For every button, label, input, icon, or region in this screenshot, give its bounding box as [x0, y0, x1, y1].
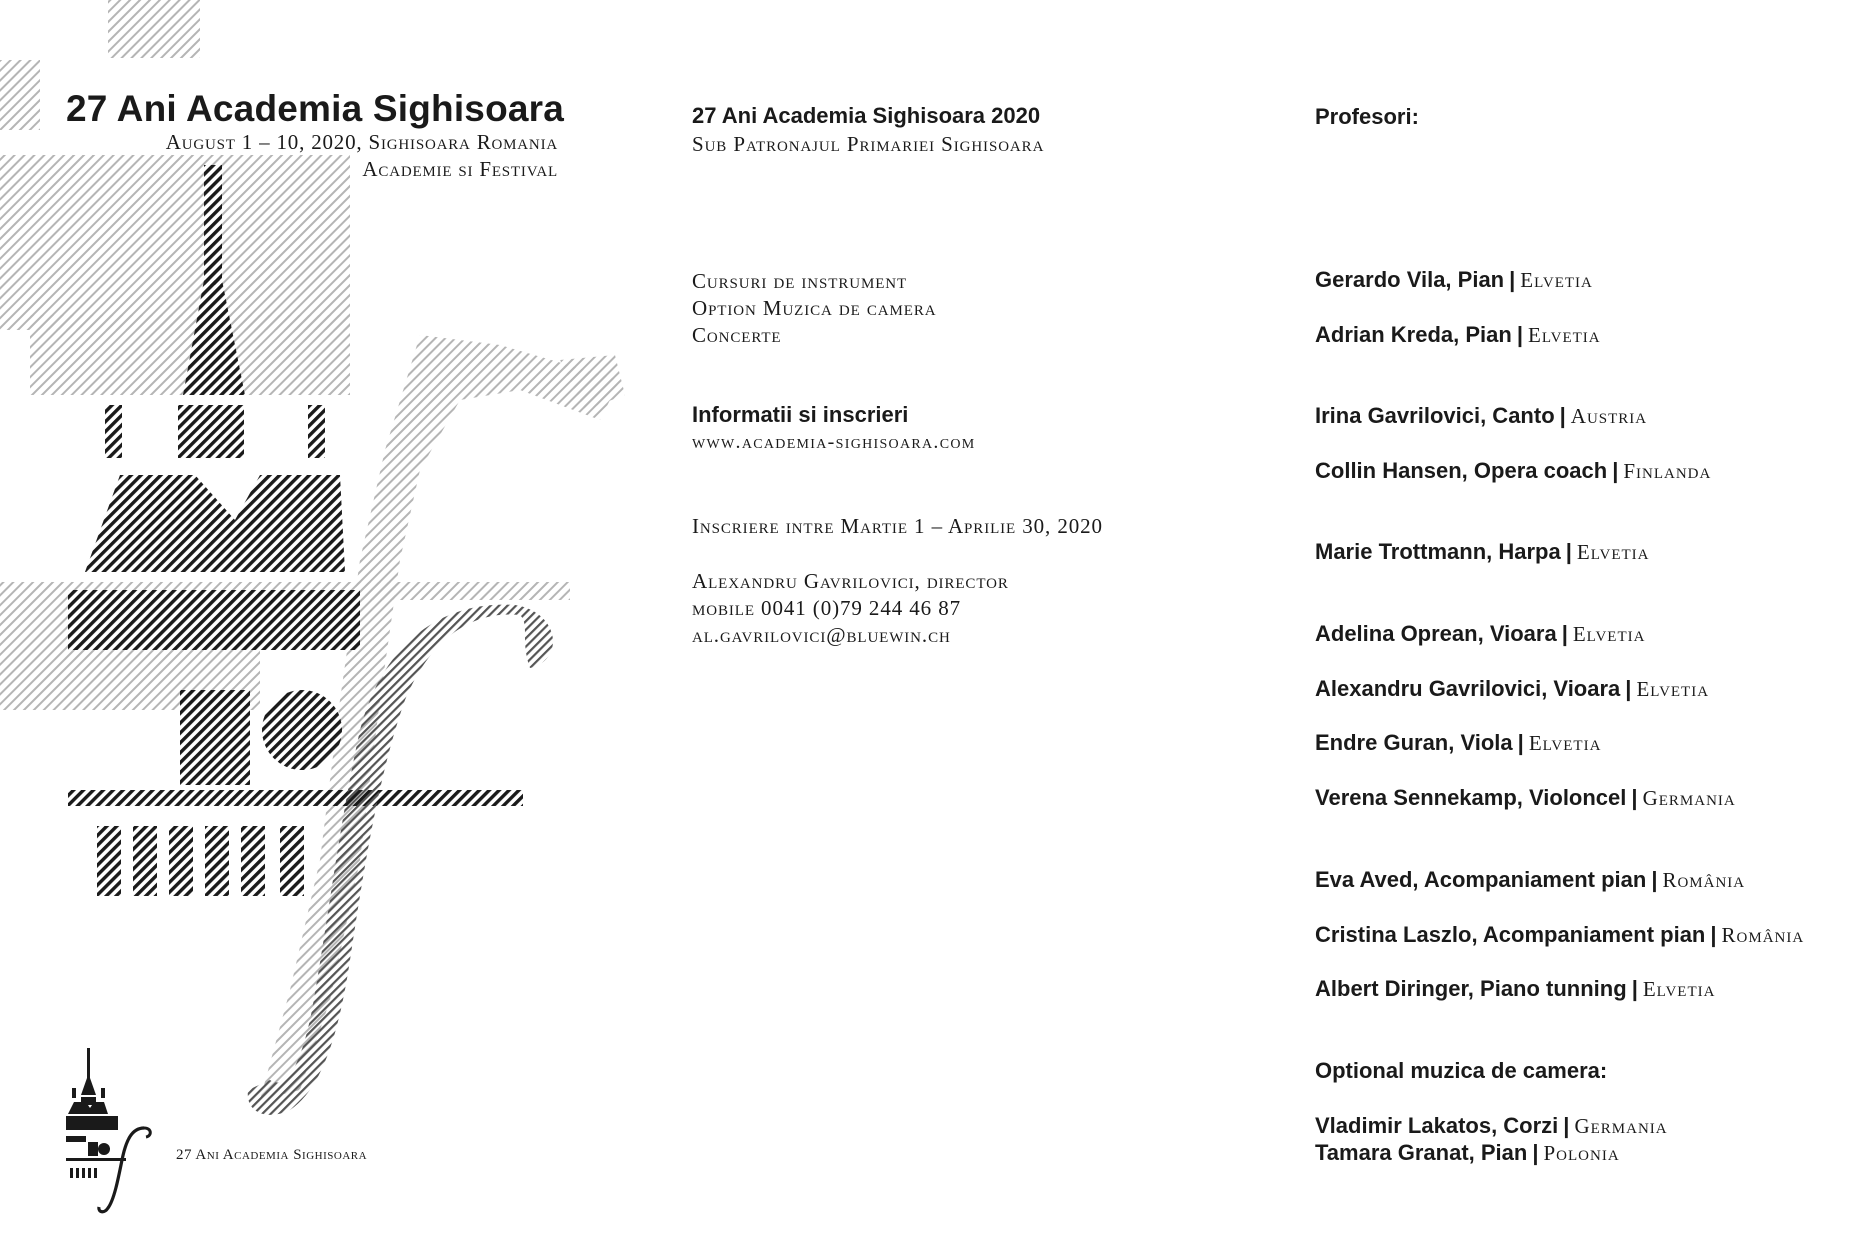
- separator: |: [1565, 539, 1572, 564]
- poster-dates-location: August 1 – 10, 2020, Sighisoara Romania: [165, 130, 558, 154]
- teacher-row: [1315, 403, 1647, 429]
- info-heading: Informatii si inscrieri: [692, 402, 909, 427]
- teacher-name: Albert Diringer, Piano tunning: [1315, 976, 1627, 1001]
- separator: |: [1561, 621, 1568, 646]
- teacher-row: [1315, 539, 1649, 565]
- teacher-country: Germania: [1574, 1114, 1668, 1138]
- teacher-country: România: [1721, 923, 1805, 947]
- teacher-name: Vladimir Lakatos, Corzi: [1315, 1113, 1559, 1138]
- director-name: Alexandru Gavrilovici, director: [692, 569, 1009, 593]
- optional-teacher-row: [1315, 1113, 1668, 1139]
- course-item: Cursuri de instrument: [692, 269, 908, 293]
- teacher-country: Elvetia: [1520, 268, 1593, 292]
- teacher-name: Gerardo Vila, Pian: [1315, 267, 1505, 292]
- separator: |: [1559, 403, 1566, 428]
- separator: |: [1651, 867, 1658, 892]
- separator: |: [1631, 976, 1638, 1001]
- teacher-row: [1315, 922, 1804, 948]
- teacher-country: Polonia: [1543, 1141, 1620, 1165]
- teacher-row: [1315, 785, 1736, 811]
- separator: |: [1631, 785, 1638, 810]
- teacher-country: Elvetia: [1528, 731, 1602, 755]
- teacher-name: Marie Trottmann, Harpa: [1315, 539, 1561, 564]
- academy-heading: 27 Ani Academia Sighisoara 2020: [692, 103, 1041, 128]
- separator: |: [1532, 1140, 1539, 1165]
- teacher-name: Endre Guran, Viola: [1315, 730, 1513, 755]
- teacher-country: Finlanda: [1623, 459, 1712, 483]
- logo-caption: 27 Ani Academia Sighisoara: [176, 1147, 368, 1163]
- optional-teacher-row: [1315, 1140, 1620, 1166]
- registration-period: Inscriere intre Martie 1 – Aprilie 30, 2020: [692, 514, 1103, 538]
- teacher-row: [1315, 730, 1601, 756]
- teacher-country: Elvetia: [1572, 622, 1646, 646]
- separator: |: [1517, 730, 1524, 755]
- separator: |: [1563, 1113, 1570, 1138]
- separator: |: [1625, 676, 1632, 701]
- teacher-country: Elvetia: [1642, 977, 1716, 1001]
- course-item: Concerte: [692, 323, 782, 347]
- academy-logo-icon: [64, 1040, 174, 1220]
- separator: |: [1509, 267, 1516, 292]
- teacher-name: Cristina Laszlo, Acompaniament pian: [1315, 922, 1706, 947]
- poster-title: 27 Ani Academia Sighisoara: [66, 88, 565, 129]
- teacher-row: [1315, 621, 1645, 647]
- teacher-row: [1315, 322, 1601, 348]
- email-link[interactable]: al.gavrilovici@bluewin.ch: [692, 623, 951, 647]
- teacher-country: Austria: [1570, 404, 1648, 428]
- teacher-country: Germania: [1642, 786, 1736, 810]
- teacher-name: Alexandru Gavrilovici, Vioara: [1315, 676, 1621, 701]
- separator: |: [1710, 922, 1717, 947]
- teacher-row: [1315, 267, 1593, 293]
- teacher-country: România: [1662, 868, 1746, 892]
- teacher-name: Adrian Kreda, Pian: [1315, 322, 1512, 347]
- poster-event-type: Academie si Festival: [362, 157, 558, 181]
- teachers-heading: Profesori:: [1315, 104, 1419, 129]
- website-link[interactable]: www.academia-sighisoara.com: [692, 431, 976, 453]
- teacher-row: [1315, 976, 1715, 1002]
- patronage-line: Sub Patronajul Primariei Sighisoara: [692, 132, 1045, 156]
- separator: |: [1612, 458, 1619, 483]
- teacher-row: [1315, 676, 1709, 702]
- teacher-name: Adelina Oprean, Vioara: [1315, 621, 1557, 646]
- teacher-country: Elvetia: [1528, 323, 1601, 347]
- teacher-name: Irina Gavrilovici, Canto: [1315, 403, 1555, 428]
- teacher-name: Tamara Granat, Pian: [1315, 1140, 1528, 1165]
- teacher-name: Collin Hansen, Opera coach: [1315, 458, 1608, 483]
- teacher-row: [1315, 458, 1711, 484]
- teacher-country: Elvetia: [1636, 677, 1710, 701]
- optional-chamber-heading: Optional muzica de camera:: [1315, 1058, 1608, 1083]
- teacher-row: [1315, 867, 1745, 893]
- separator: |: [1516, 322, 1523, 347]
- course-item: Option Muzica de camera: [692, 296, 937, 320]
- teacher-country: Elvetia: [1576, 540, 1650, 564]
- teacher-name: Verena Sennekamp, Violoncel: [1315, 785, 1627, 810]
- mobile-phone: mobile 0041 (0)79 244 46 87: [692, 596, 962, 620]
- teacher-name: Eva Aved, Acompaniament pian: [1315, 867, 1647, 892]
